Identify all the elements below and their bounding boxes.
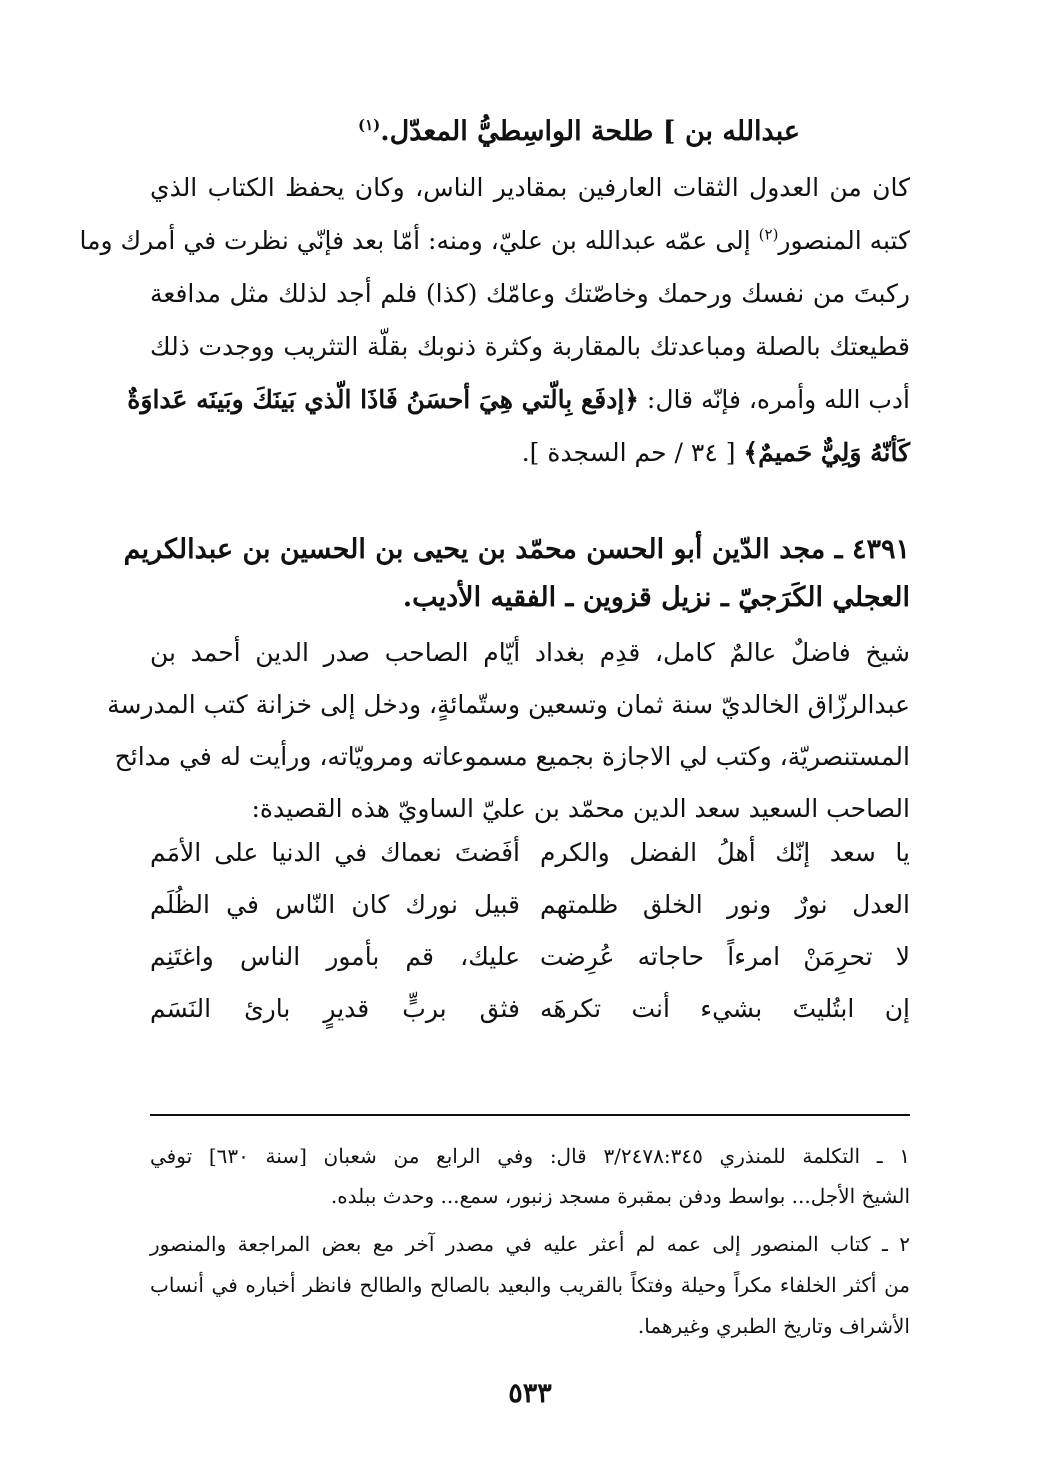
entry-heading <box>358 114 800 150</box>
paragraph-line <box>150 435 910 471</box>
poem-verse <box>150 942 910 982</box>
footnote-line: من أكثر الخلفاء مكراً وحيلة وفتكاً بالقريب والبعيد بالصالح والطالح فانظر أخباره في أنساب <box>150 1273 911 1297</box>
paragraph-line <box>127 382 910 418</box>
paragraph-line: شيخ فاضلٌ عالمٌ كامل، قدِم بغداد أيّام الصاحب صدر الدين أحمد بن <box>150 638 910 667</box>
paragraph-line: عبدالرزّاق الخالديّ سنة ثمان وتسعين وستّمائةٍ، ودخل إلى خزانة كتب المدرسة <box>107 690 910 719</box>
poem-verse <box>150 994 910 1034</box>
poem-verse <box>150 838 910 878</box>
page-number: ٥٣٣ <box>508 1378 552 1409</box>
paragraph-text: كتبه المنصور <box>778 226 910 255</box>
footnote-divider <box>150 1114 910 1116</box>
book-page <box>79 100 911 1440</box>
paragraph-text: أدب الله وأمره، فإنّه قال: <box>646 385 910 414</box>
paragraph-line: قطيعتك بالصلة ومباعدتك بالمقاربة وكثرة ذنوبك بقلّة التثريب ووجدت ذلك <box>150 332 910 361</box>
paragraph-line: كان من العدول الثقات العارفين بمقادير الناس، وكان يحفظ الكتاب الذي <box>150 173 910 202</box>
footnote-line: ٢ ـ كتاب المنصور إلى عمه لم أعثر عليه في مصدر آخر مع بعض المراجعة والمنصور <box>150 1232 910 1256</box>
poem-first-hemistich: العدل نورٌ ونور الخلق ظلمتهم <box>540 890 910 919</box>
paragraph-line: الصاحب السعيد سعد الدين محمّد بن عليّ الساويّ هذه القصيدة: <box>251 794 910 823</box>
poem-first-hemistich: يا سعد إنّك أهلُ الفضل والكرم <box>540 838 910 867</box>
footnote-marker-2[interactable]: (٢) <box>758 225 779 244</box>
quran-quote: ﴿إدفَع بِالّتي هِيَ أحسَنُ فَاذَا الّذي بَينَكَ وبَينَه عَداوَةٌ <box>127 385 639 414</box>
footnote-line: ١ ـ التكلمة للمنذري ٣/٢٤٧٨:٣٤٥ قال: وفي الرابع من شعبان [سنة ٦٣٠] توفي <box>150 1144 910 1168</box>
paragraph-line <box>79 223 910 259</box>
poem-first-hemistich: إن ابتُليتَ بشيء أنت تكرهَه <box>540 994 910 1023</box>
footnote-line: الشيخ الأجل... بواسط ودفن بمقبرة مسجد زنبور، سمع... وحدث ببلده. <box>330 1184 910 1208</box>
poem-first-hemistich: لا تحرِمَنْ امرءاً حاجاته عُرِضت <box>540 942 910 971</box>
poem-second-hemistich: فثق بربٍّ قديرٍ بارئ النَسَم <box>150 994 520 1023</box>
entry-heading-text: عبدالله بن ] طلحة الواسِطيُّ المعدّل. <box>380 116 800 147</box>
poem-verse <box>150 890 910 930</box>
poem-second-hemistich: عليك، قم بأمور الناس واغتَنِم <box>150 942 520 971</box>
poem-second-hemistich: أفَضتَ نعماك في الدنيا على الأمَم <box>150 838 520 867</box>
entry-title-line1: ٤٣٩١ ـ مجد الدّين أبو الحسن محمّد بن يحيى بن الحسين بن عبدالكريم <box>123 534 910 565</box>
quran-citation: [ ٣٤ / حم السجدة ]. <box>521 438 736 467</box>
footnote-line: الأشراف وتاريخ الطبري وغيرهما. <box>637 1314 910 1338</box>
quran-quote: كَأنّهُ وَلِيٌّ حَميمٌ﴾ <box>743 438 910 467</box>
paragraph-line: ركبتَ من نفسك ورحمك وخاصّتك وعامّك (كذا) فلم أجد لذلك مثل مدافعة <box>150 279 910 308</box>
entry-title-line2: العجلي الكَرَجيّ ـ نزيل قزوين ـ الفقيه الأديب. <box>402 582 910 613</box>
poem-second-hemistich: قبيل نورك كان النّاس في الظُلَم <box>150 890 520 919</box>
paragraph-line: المستنصريّة، وكتب لي الاجازة بجميع مسموعاته ومرويّاته، ورأيت له في مدائح <box>114 742 910 771</box>
footnote-marker-1[interactable]: (١) <box>357 116 381 134</box>
paragraph-text: إلى عمّه عبدالله بن عليّ، ومنه: أمّا بعد فإنّي نظرت في أمرك وما <box>79 226 751 255</box>
